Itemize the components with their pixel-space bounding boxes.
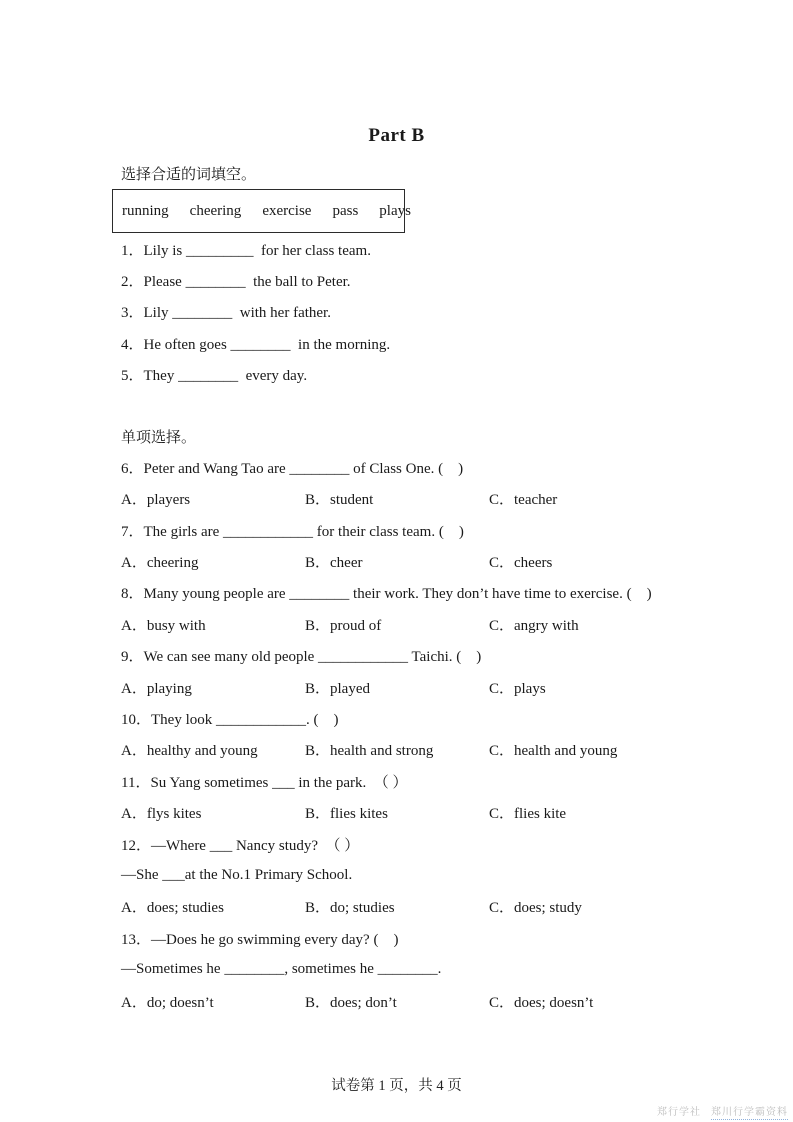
page-content xyxy=(121,158,757,1017)
question-13-options xyxy=(121,985,757,1016)
question-10-stem: 10．They look ____________. ( ) xyxy=(121,712,339,729)
question-11-option-b: B．flies kites xyxy=(305,806,388,823)
question-9-options xyxy=(121,671,757,702)
question-7-option-c: C．cheers xyxy=(489,555,553,572)
fill-item-2: 2．Please ________ the ball to Peter. xyxy=(121,273,351,290)
question-13-stem: 13．—Does he go swimming every day? ( ) xyxy=(121,931,399,948)
question-7-option-b: B．cheer xyxy=(305,555,363,572)
fill-item-5: 5．They ________ every day. xyxy=(121,368,308,385)
word-bank-word: running xyxy=(122,202,169,219)
question-13-option-c: C．does; doesn’t xyxy=(489,994,594,1011)
word-bank-word: pass xyxy=(332,202,359,219)
question-10-options xyxy=(121,734,757,765)
fill-item-3: 3．Lily ________ with her father. xyxy=(121,305,331,322)
question-9-option-a: A．playing xyxy=(121,680,192,697)
watermark-right: 郑川行学霸资料 xyxy=(711,1103,788,1120)
question-12-option-c: C．does; study xyxy=(489,900,582,917)
question-8-option-b: B．proud of xyxy=(305,617,382,634)
question-11-options xyxy=(121,797,757,828)
question-6-option-b: B．student xyxy=(305,492,374,509)
question-9-stem: 9．We can see many old people ____________ Taichi. ( ) xyxy=(121,649,482,666)
word-bank-word: exercise xyxy=(262,202,312,219)
page-footer: 试卷第 1 页，共 4 页 xyxy=(331,1078,462,1094)
question-10-option-a: A．healthy and young xyxy=(121,743,258,760)
question-8-stem: 8．Many young people are ________ their work. They don’t have time to exercise. ( ) xyxy=(121,586,652,603)
section2-instruction: 单项选择。 xyxy=(121,429,197,446)
watermark-left: 郑行学社 xyxy=(657,1107,701,1118)
section1-instruction: 选择合适的词填空。 xyxy=(121,167,257,184)
question-6-option-a: A．players xyxy=(121,492,191,509)
question-6-option-c: C．teacher xyxy=(489,492,558,509)
question-11-stem: 11．Su Yang sometimes ___ in the park. （ ） xyxy=(121,774,408,791)
question-13-stem2: —Sometimes he ________, sometimes he ________. xyxy=(121,961,442,978)
question-12-option-b: B．do; studies xyxy=(305,900,395,917)
question-9-option-c: C．plays xyxy=(489,680,546,697)
question-10-option-b: B．health and strong xyxy=(305,743,434,760)
word-bank-box xyxy=(112,189,411,233)
question-12-stem2: —She ___at the No.1 Primary School. xyxy=(121,867,353,883)
question-12-stem: 12．—Where ___ Nancy study? （ ） xyxy=(121,837,360,854)
fill-item-1: 1．Lily is _________ for her class team. xyxy=(121,242,371,259)
question-7-options xyxy=(121,546,757,577)
question-7-stem: 7．The girls are ____________ for their class team. ( ) xyxy=(121,523,464,540)
question-12-option-a: A．does; studies xyxy=(121,900,224,917)
question-6-options xyxy=(121,483,757,514)
question-8-option-a: A．busy with xyxy=(121,617,206,634)
question-8-option-c: C．angry with xyxy=(489,617,579,634)
fill-item-4: 4．He often goes ________ in the morning. xyxy=(121,336,391,353)
question-6-stem: 6．Peter and Wang Tao are ________ of Class One. ( ) xyxy=(121,460,464,477)
question-7-option-a: A．cheering xyxy=(121,555,199,572)
question-10-option-c: C．health and young xyxy=(489,743,618,760)
question-9-option-b: B．played xyxy=(305,680,370,697)
page-title: Part B xyxy=(368,125,425,146)
watermark xyxy=(657,1103,788,1120)
word-bank-word: plays xyxy=(379,202,411,219)
question-13-option-b: B．does; don’t xyxy=(305,994,397,1011)
question-11-option-a: A．flys kites xyxy=(121,806,202,823)
question-12-options xyxy=(121,891,757,922)
word-bank-word: cheering xyxy=(189,202,242,219)
question-11-option-c: C．flies kite xyxy=(489,806,567,823)
question-13-option-a: A．do; doesn’t xyxy=(121,994,214,1011)
question-8-options xyxy=(121,609,757,640)
